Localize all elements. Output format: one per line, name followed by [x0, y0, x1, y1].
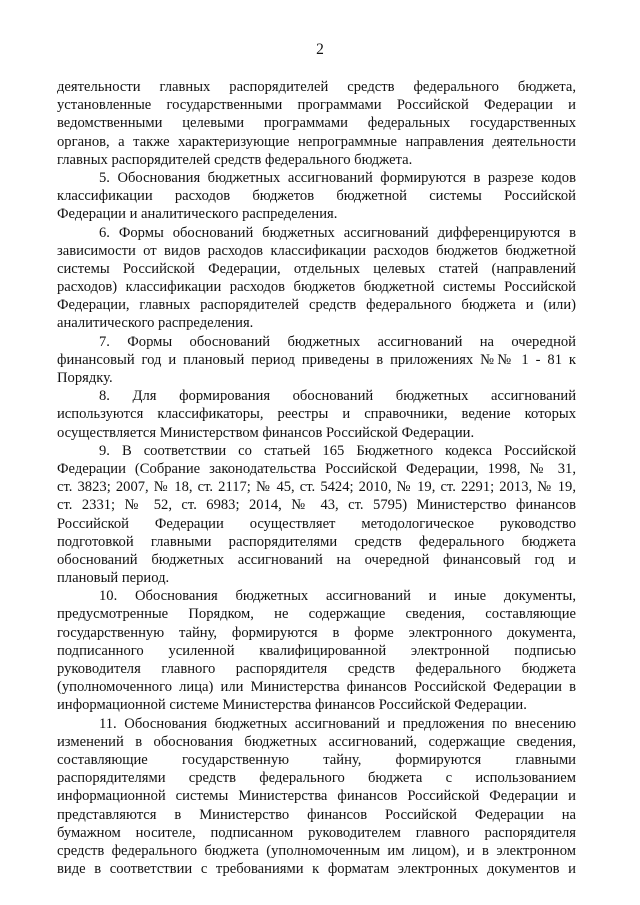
text-line: 10. Обоснования бюджетных ассигнований и иные документы,: [99, 588, 576, 605]
text-line: средств федерального бюджета (уполномоченным им лицом), и в электронном: [57, 842, 576, 859]
text-line: (уполномоченного лица) или Министерства финансов Российской Федерации в: [57, 679, 576, 696]
text-line: системы Российской Федерации, отдельных целевых статей (направлений: [57, 260, 576, 277]
text-line: аналитического распределения.: [57, 315, 254, 332]
text-line: ст. 2331; № 52, ст. 6983; 2014, № 43, ст. 5795) Министерство финансов: [57, 497, 576, 514]
page-number: 2: [316, 41, 324, 58]
text-line: обоснований бюджетных ассигнований на очередной финансовый год и: [57, 551, 576, 568]
text-line: установленные государственными программами Российской Федерации и: [57, 97, 576, 114]
text-line: Российской Федерации осуществляет методологическое руководство: [57, 515, 576, 532]
text-line: представляются в Министерство финансов Российской Федерации на: [57, 806, 576, 823]
text-line: 5. Обоснования бюджетных ассигнований формируются в разрезе кодов: [99, 169, 576, 186]
text-line: деятельности главных распорядителей средств федерального бюджета,: [57, 79, 576, 95]
text-line: 11. Обоснования бюджетных ассигнований и предложения по внесению: [99, 715, 576, 732]
text-line: Порядку.: [57, 370, 113, 386]
document-body: [57, 78, 576, 878]
text-line: финансовый год и плановый период приведены в приложениях №№ 1 - 81 к: [57, 351, 576, 368]
text-line: подготовкой главными распорядителями средств федерального бюджета: [57, 533, 576, 550]
text-line: 6. Формы обоснований бюджетных ассигнований дифференцируются в: [99, 224, 576, 241]
text-line: главных распорядителей средств федерального бюджета.: [57, 151, 413, 168]
text-line: предусмотренные Порядком, не содержащие сведения, составляющие: [57, 606, 576, 623]
text-line: зависимости от видов расходов классификации расходов бюджетов бюджетной: [57, 242, 576, 259]
text-line: классификации расходов бюджетов бюджетной системы Российской: [57, 188, 576, 205]
text-line: осуществляется Министерством финансов Российской Федерации.: [57, 424, 475, 441]
text-line: составляющие государственную тайну, формируются главными: [57, 751, 576, 768]
text-line: органов, а также характеризующие непрограммные направления деятельности: [57, 133, 576, 150]
text-line: ст. 3823; 2007, № 18, ст. 2117; № 45, ст. 5424; 2010, № 19, ст. 2291; 2013, № 19,: [57, 479, 576, 496]
text-line: используются классификаторы, реестры и справочники, ведение которых: [57, 406, 576, 423]
text-line: 8. Для формирования обоснований бюджетных ассигнований: [99, 388, 576, 405]
text-line: Федерации, главных распорядителей средств федерального бюджета и (или): [57, 297, 576, 314]
text-line: бумажном носителе, подписанном руководителем главного распорядителя: [57, 824, 576, 841]
text-line: распорядителями средств федерального бюджета с использованием: [57, 770, 576, 787]
text-line: государственную тайну, формируются в форме электронного документа,: [57, 624, 576, 641]
text-line: плановый период.: [57, 570, 170, 587]
text-line: 7. Формы обоснований бюджетных ассигнований на очередной: [99, 333, 576, 350]
text-line: информационной системы Министерства финансов Российской Федерации и: [57, 788, 576, 805]
text-line: расходов) классификации расходов бюджетов бюджетной системы Российской: [57, 279, 576, 296]
text-line: подписанного усиленной квалифицированной электронной подписью: [57, 642, 576, 659]
text-line: руководителя главного распорядителя средств федерального бюджета: [57, 661, 576, 677]
text-line: 9. В соответствии со статьей 165 Бюджетного кодекса Российской: [99, 442, 576, 459]
text-line: Федерации и аналитического распределения.: [57, 206, 338, 223]
text-line: ведомственными целевыми программами федеральных государственных: [57, 115, 576, 132]
text-line: информационной системе Министерства финансов Российской Федерации.: [57, 697, 527, 714]
text-line: виде в соответствии с требованиями к форматам электронных документов и: [57, 861, 576, 878]
text-line: Федерации (Собрание законодательства Российской Федерации, 1998, № 31,: [57, 460, 576, 477]
text-line: изменений в обоснования бюджетных ассигнований, содержащие сведения,: [57, 733, 576, 750]
